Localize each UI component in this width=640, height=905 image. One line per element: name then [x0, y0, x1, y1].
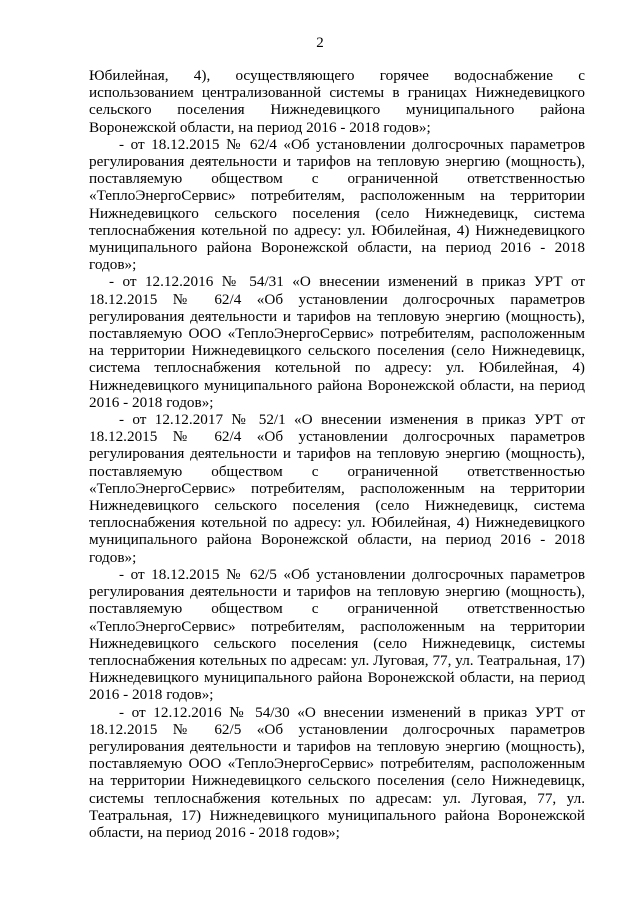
paragraph-order-62-4: - от 18.12.2015 № 62/4 «Об установлении долгосрочных параметров регулирования деятельности и тарифов на тепловую энергию (мощность), поставляемую обществом с ограниченной ответственностью «ТеплоЭнергоСервис» потребителям, расположенным на территории Нижнедевицкого сельского поселения (село Нижнедевицк, система теплоснабжения котельной по адресу: ул. Юбилейная, 4) Нижнедевицкого муниципального района Воронежской области, на период 2016 - 2018 годов»;: [89, 135, 585, 274]
paragraph-order-62-5: - от 18.12.2015 № 62/5 «Об установлении долгосрочных параметров регулирования деятельности и тарифов на тепловую энергию (мощность), поставляемую обществом с ограниченной ответственностью «ТеплоЭнергоСервис» потребителям, расположенным на территории Нижнедевицкого сельского поселения (село Нижнедевицк, системы теплоснабжения котельных по адресам: ул. Луговая, 77, ул. Театральная, 17) Нижнедевицкого муниципального района Воронежской области, на период 2016 - 2018 годов»;: [89, 565, 585, 704]
paragraph-continuation: Юбилейная, 4), осуществляющего горячее водоснабжение с использованием централизованной системы в границах Нижнедевицкого сельского поселения Нижнедевицкого муниципального района Воронежской области, на период 2016 - 2018 годов»;: [89, 67, 585, 136]
paragraph-order-54-30: - от 12.12.2016 № 54/30 «О внесении изменений в приказ УРТ от 18.12.2015 № 62/5 «Об установлении долгосрочных параметров регулирования деятельности и тарифов на тепловую энергию (мощность), поставляемую ООО «ТеплоЭнергоСервис» потребителям, расположенным на территории Нижнедевицкого сельского поселения (село Нижнедевицк, системы теплоснабжения котельных по адресам: ул. Луговая, 77, ул. Театральная, 17) Нижнедевицкого муниципального района Воронежской области, на период 2016 - 2018 годов»;: [89, 703, 585, 841]
paragraph-order-54-31: - от 12.12.2016 № 54/31 «О внесении изменений в приказ УРТ от 18.12.2015 № 62/4 «Об установлении долгосрочных параметров регулирования деятельности и тарифов на тепловую энергию (мощность), поставляемую ООО «ТеплоЭнергоСервис» потребителям, расположенным на территории Нижнедевицкого сельского поселения (село Нижнедевицк, система теплоснабжения котельной по адресу: ул. Юбилейная, 4) Нижнедевицкого муниципального района Воронежской области, на период 2016 - 2018 годов»;: [89, 273, 585, 411]
paragraph-order-52-1: - от 12.12.2017 № 52/1 «О внесении изменения в приказ УРТ от 18.12.2015 № 62/4 «Об установлении долгосрочных параметров регулирования деятельности и тарифов на тепловую энергию (мощность), поставляемую обществом с ограниченной ответственностью «ТеплоЭнергоСервис» потребителям, расположенным на территории Нижнедевицкого сельского поселения (село Нижнедевицк, система теплоснабжения котельной по адресу: ул. Юбилейная, 4) Нижнедевицкого муниципального района Воронежской области, на период 2016 - 2018 годов»;: [89, 411, 585, 566]
document-body: [89, 67, 585, 841]
page-number: 2: [316, 35, 324, 51]
